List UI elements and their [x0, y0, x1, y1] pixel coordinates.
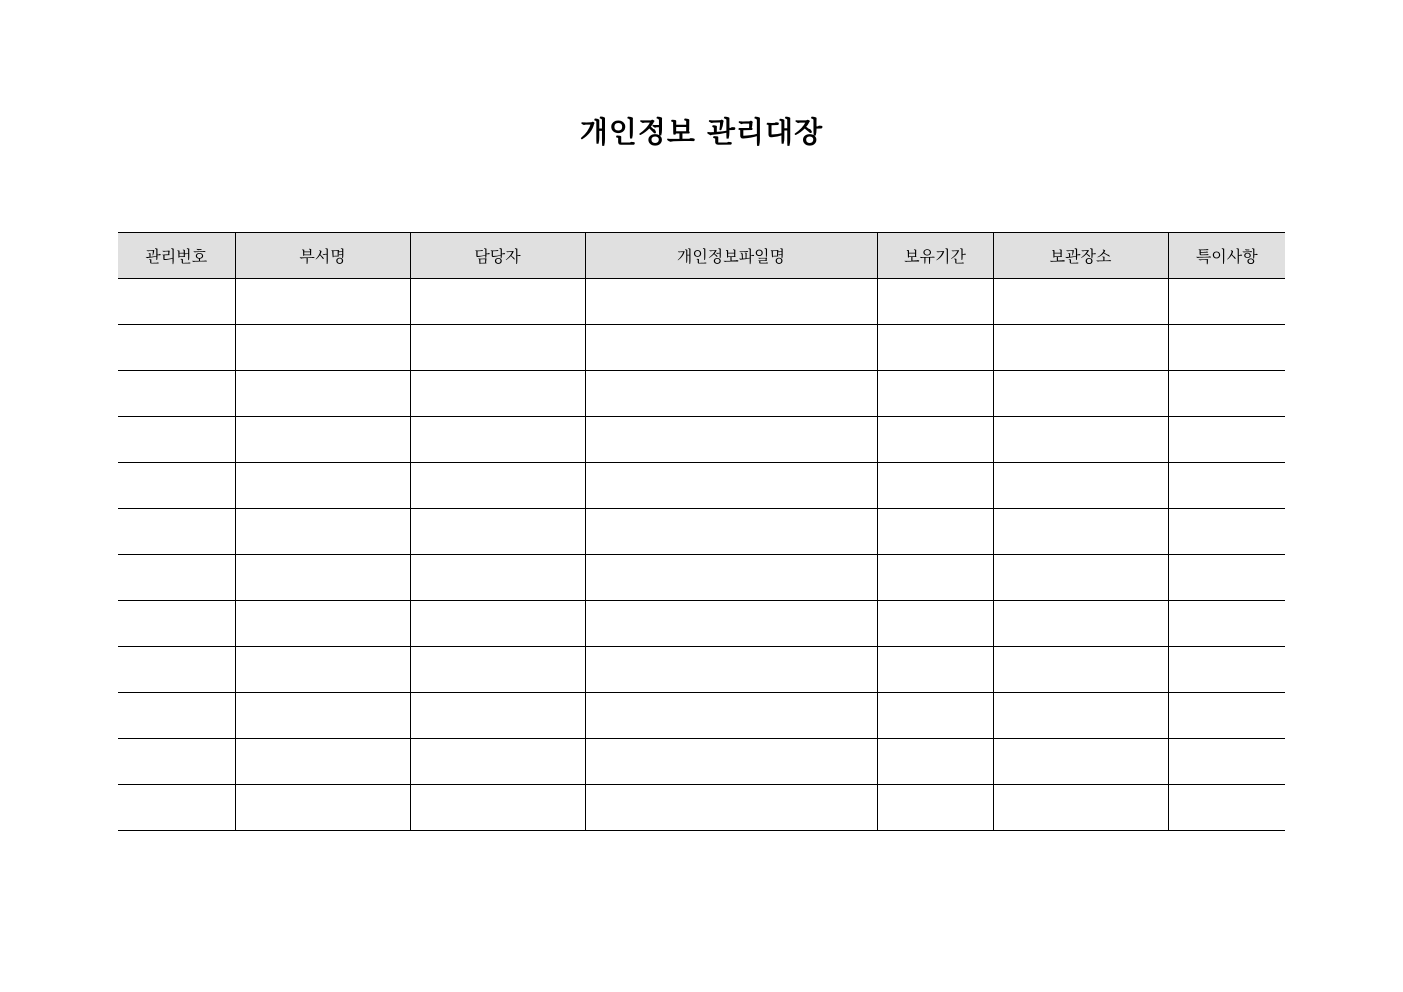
table-row [118, 739, 1285, 785]
table-cell [1168, 279, 1285, 325]
table-cell [877, 785, 993, 831]
table-cell [410, 693, 585, 739]
table-cell [235, 601, 410, 647]
ledger-body [118, 279, 1285, 831]
table-cell [993, 693, 1168, 739]
table-cell [410, 601, 585, 647]
table-row [118, 279, 1285, 325]
page-title: 개인정보 관리대장 [579, 115, 824, 149]
table-cell [118, 785, 235, 831]
table-cell [1168, 693, 1285, 739]
table-cell [118, 739, 235, 785]
table-cell [410, 279, 585, 325]
table-cell [585, 509, 877, 555]
table-cell [235, 555, 410, 601]
table-cell [1168, 325, 1285, 371]
column-header-file-name: 개인정보파일명 [585, 233, 877, 279]
table-row [118, 325, 1285, 371]
table-cell [877, 555, 993, 601]
table-cell [235, 279, 410, 325]
table-cell [410, 647, 585, 693]
table-row [118, 647, 1285, 693]
table-cell [235, 325, 410, 371]
table-cell [118, 555, 235, 601]
table-cell [1168, 509, 1285, 555]
table-cell [993, 785, 1168, 831]
table-cell [118, 693, 235, 739]
table-cell [585, 693, 877, 739]
table-cell [1168, 417, 1285, 463]
table-row [118, 555, 1285, 601]
table-cell [877, 601, 993, 647]
table-cell [1168, 371, 1285, 417]
table-row [118, 693, 1285, 739]
table-cell [877, 509, 993, 555]
table-cell [118, 371, 235, 417]
table-cell [118, 647, 235, 693]
table-cell [585, 417, 877, 463]
table-row [118, 463, 1285, 509]
table-cell [877, 279, 993, 325]
table-cell [585, 463, 877, 509]
table-cell [877, 325, 993, 371]
table-cell [585, 647, 877, 693]
table-row [118, 509, 1285, 555]
column-header-storage-location: 보관장소 [993, 233, 1168, 279]
table-cell [993, 555, 1168, 601]
table-cell [410, 371, 585, 417]
table-cell [235, 739, 410, 785]
table-cell [1168, 647, 1285, 693]
table-cell [993, 371, 1168, 417]
table-cell [410, 785, 585, 831]
column-header-remarks: 특이사항 [1168, 233, 1285, 279]
table-cell [118, 417, 235, 463]
table-cell [1168, 463, 1285, 509]
table-cell [877, 647, 993, 693]
table-cell [877, 463, 993, 509]
column-header-person-in-charge: 담당자 [410, 233, 585, 279]
table-cell [118, 509, 235, 555]
table-cell [993, 279, 1168, 325]
table-cell [1168, 785, 1285, 831]
table-cell [1168, 555, 1285, 601]
table-cell [410, 509, 585, 555]
table-cell [877, 371, 993, 417]
table-cell [410, 555, 585, 601]
table-cell [877, 693, 993, 739]
table-cell [410, 463, 585, 509]
table-cell [235, 417, 410, 463]
table-cell [877, 417, 993, 463]
table-cell [118, 601, 235, 647]
table-cell [993, 463, 1168, 509]
table-row [118, 601, 1285, 647]
table-cell [235, 647, 410, 693]
table-cell [585, 739, 877, 785]
table-cell [993, 325, 1168, 371]
table-cell [235, 371, 410, 417]
table-cell [993, 739, 1168, 785]
column-header-management-number: 관리번호 [118, 233, 235, 279]
table-cell [585, 371, 877, 417]
header-row [118, 233, 1285, 279]
table-cell [585, 325, 877, 371]
table-cell [993, 509, 1168, 555]
ledger-table [118, 232, 1285, 831]
table-cell [1168, 739, 1285, 785]
table-cell [118, 463, 235, 509]
table-cell [1168, 601, 1285, 647]
table-row [118, 371, 1285, 417]
table-cell [410, 739, 585, 785]
table-cell [118, 279, 235, 325]
table-cell [993, 601, 1168, 647]
table-cell [235, 693, 410, 739]
column-header-department: 부서명 [235, 233, 410, 279]
table-cell [585, 555, 877, 601]
table-cell [585, 279, 877, 325]
table-cell [585, 785, 877, 831]
table-cell [993, 647, 1168, 693]
table-cell [410, 417, 585, 463]
column-header-retention-period: 보유기간 [877, 233, 993, 279]
table-cell [410, 325, 585, 371]
table-row [118, 417, 1285, 463]
table-cell [877, 739, 993, 785]
table-cell [993, 417, 1168, 463]
table-row [118, 785, 1285, 831]
table-cell [585, 601, 877, 647]
table-cell [118, 325, 235, 371]
table-cell [235, 785, 410, 831]
table-cell [235, 509, 410, 555]
table-cell [235, 463, 410, 509]
